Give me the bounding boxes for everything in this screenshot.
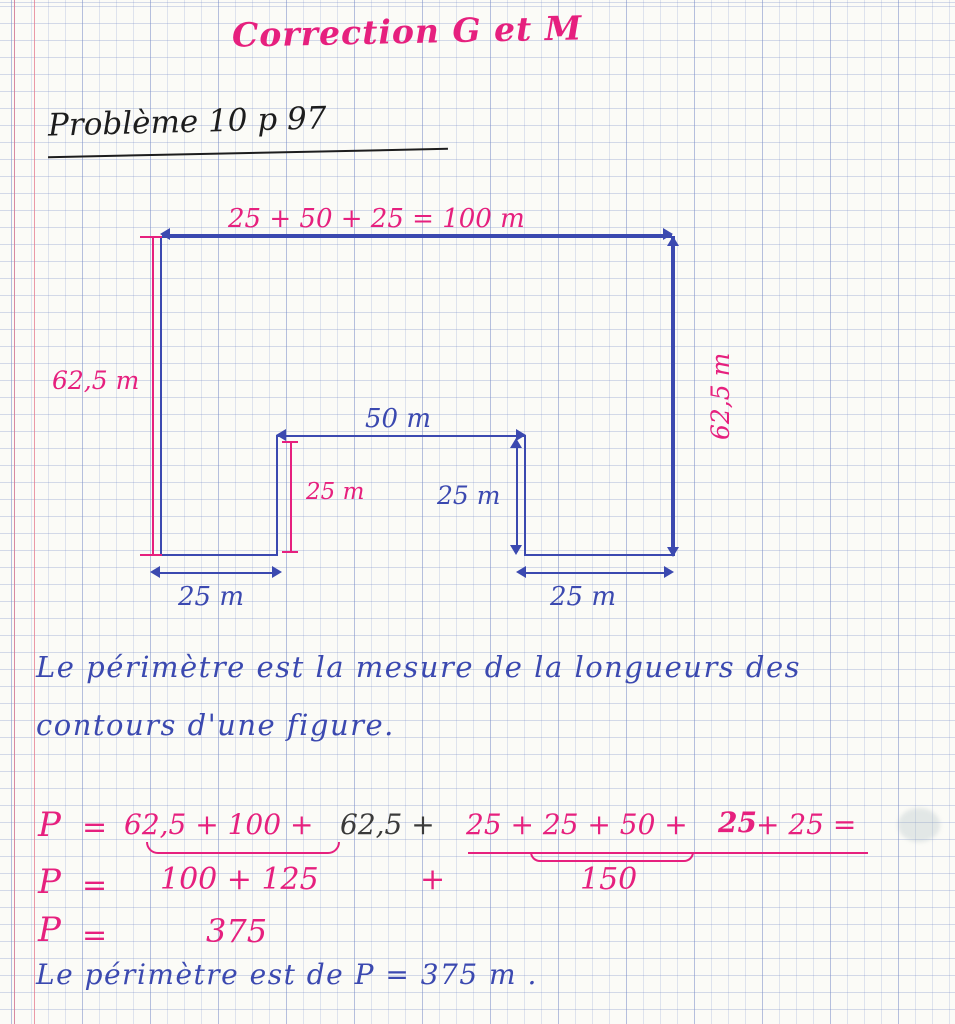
dimension-line-right <box>673 236 675 556</box>
arrowhead-right-bottom <box>667 547 679 557</box>
exercise-heading-underline <box>48 148 448 158</box>
arrowhead-inner-right-bottom <box>510 545 522 555</box>
arrowhead-bottom-left-end <box>272 566 282 578</box>
calc-line1-symbol: P <box>38 805 61 845</box>
arrowhead-bottom-right-end <box>664 566 674 578</box>
arrowhead-top-left <box>160 228 170 240</box>
conclusion-line: Le périmètre est de P = 375 m . <box>36 958 538 991</box>
grouping-brace-left <box>146 842 340 854</box>
calc-line1-terms-d: + 25 = <box>756 808 857 841</box>
shape-edge-notch-right <box>524 435 526 556</box>
shape-edge-bottom-right <box>524 554 673 556</box>
calc-line1-equals: = <box>82 810 108 845</box>
calc-line2-sum-right: 150 <box>580 862 638 897</box>
arrowhead-bottom-left-start <box>150 566 160 578</box>
dimension-line-left <box>152 236 154 556</box>
label-bottom-right-dimension: 25 m <box>550 582 617 612</box>
label-left-dimension: 62,5 m <box>52 366 140 395</box>
dimension-tick-left-bottom <box>140 554 162 556</box>
grouping-brace-right <box>530 852 694 862</box>
calc-line1-terms-b: 62,5 + <box>340 808 435 841</box>
dimension-tick-inner-left-top <box>282 441 298 443</box>
shape-edge-top <box>160 236 673 238</box>
dimension-line-bottom-right <box>522 572 670 574</box>
calc-line3-result: 375 <box>206 912 268 950</box>
calc-line2-sum-left: 100 + 125 <box>160 862 319 897</box>
dimension-line-inner-top <box>280 435 524 437</box>
calc-line1-terms-a: 62,5 + 100 + <box>124 808 314 841</box>
exercise-heading: Problème 10 p 97 <box>47 100 327 144</box>
definition-line-2: contours d'une figure. <box>36 708 395 742</box>
shape-edge-left <box>160 236 162 556</box>
dimension-tick-left-top <box>140 236 162 238</box>
shape-edge-notch-left <box>276 435 278 556</box>
label-inner-top-dimension: 50 m <box>365 404 432 434</box>
arrowhead-inner-right-top <box>510 438 522 448</box>
label-inner-left-dimension: 25 m <box>306 479 365 505</box>
dimension-line-top <box>162 234 672 236</box>
label-inner-right-dimension: 25 m <box>437 481 501 510</box>
calc-line1-terms-highlight: 25 <box>718 806 757 839</box>
dimension-line-inner-left <box>290 441 292 553</box>
calc-line2-equals: = <box>82 868 108 903</box>
label-top-dimension: 25 + 50 + 25 = 100 m <box>228 204 525 234</box>
calc-line3-symbol: P <box>38 910 61 950</box>
label-right-dimension: 62,5 m <box>706 352 735 440</box>
calc-line1-terms-c: 25 + 25 + 50 + <box>466 808 688 841</box>
definition-line-1: Le périmètre est la mesure de la longueurs des <box>36 650 802 684</box>
arrowhead-right-top <box>667 236 679 246</box>
dimension-line-bottom-left <box>156 572 278 574</box>
calc-line3-equals: = <box>82 918 108 953</box>
geometry-figure <box>0 190 955 620</box>
calc-line2-plus: + <box>420 862 446 897</box>
shape-edge-bottom-left <box>160 554 278 556</box>
ink-smudge <box>898 808 940 842</box>
dimension-line-inner-right <box>516 442 518 552</box>
calc-line2-symbol: P <box>38 862 61 902</box>
arrowhead-bottom-right-start <box>516 566 526 578</box>
arrowhead-inner-top-left <box>276 429 286 441</box>
page-title: Correction G et M <box>231 8 583 55</box>
dimension-tick-inner-left-bottom <box>282 551 298 553</box>
label-bottom-left-dimension: 25 m <box>178 582 245 612</box>
